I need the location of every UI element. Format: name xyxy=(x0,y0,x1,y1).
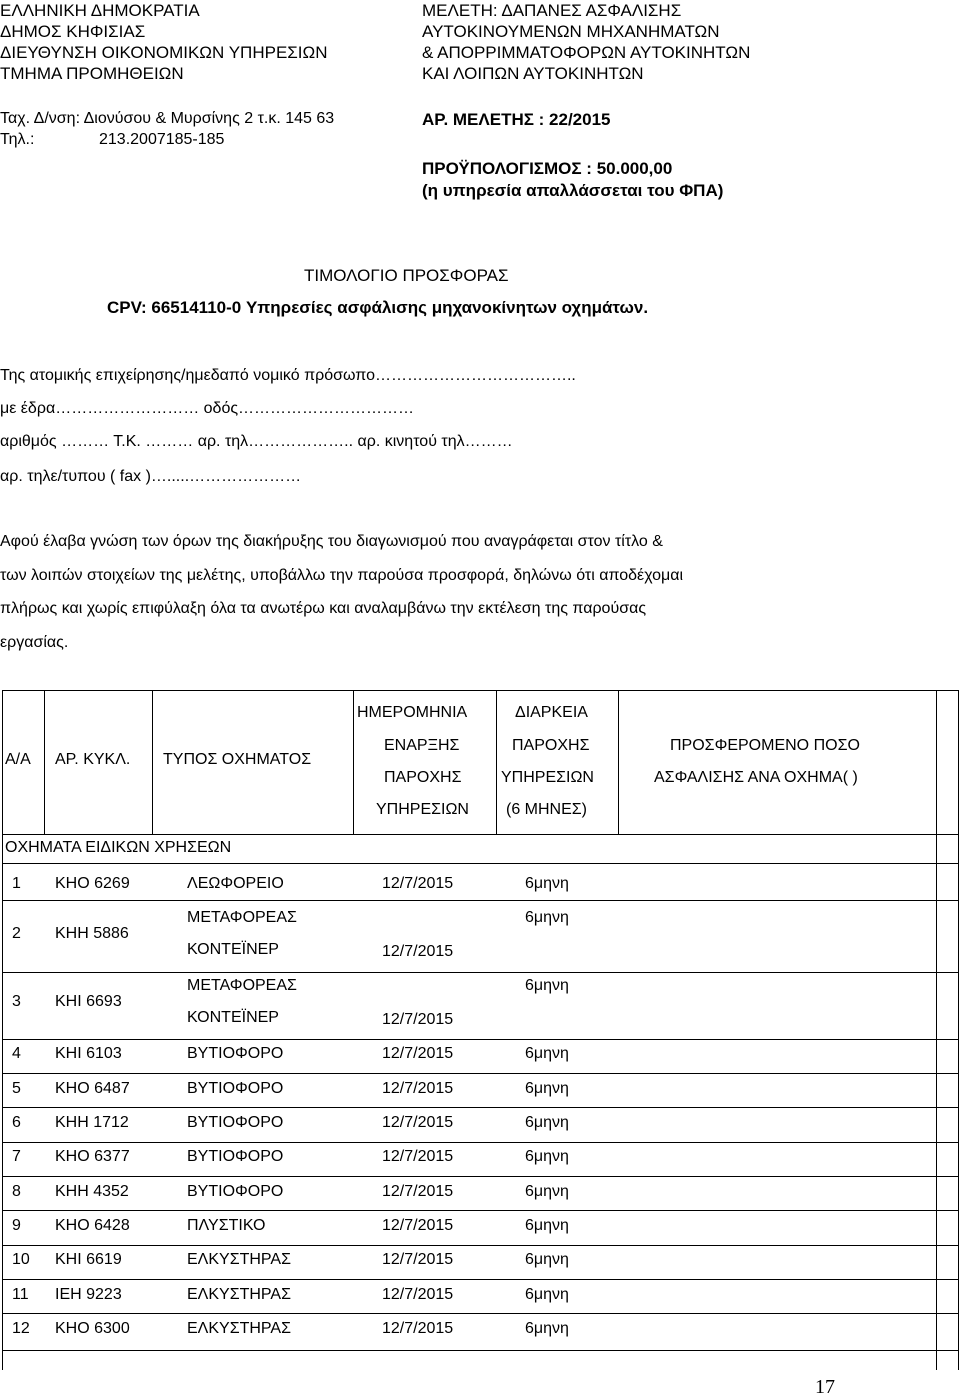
declaration-line-2: των λοιπών στοιχείων της μελέτης, υποβάλλω την παρούσα προσφορά, δηλώνω ότι αποδέχομαι xyxy=(0,567,684,584)
study-number: ΑΡ. ΜΕΛΕΤΗΣ : 22/2015 xyxy=(422,110,611,129)
row-type: ΠΛΥΣΤΙΚΟ xyxy=(187,1217,266,1234)
form-line-2: με έδρα……………………… οδός…………………………… xyxy=(0,400,415,417)
row-number: 2 xyxy=(12,925,21,942)
row-plate: ΚΗΗ 4352 xyxy=(55,1183,129,1200)
row-duration: 6μηνη xyxy=(525,1286,569,1303)
header-phone-label: Τηλ.: xyxy=(0,131,35,148)
row-plate: ΚΗΟ 6300 xyxy=(55,1320,130,1337)
row-number: 5 xyxy=(12,1080,21,1097)
th-dur-1: ΔΙΑΡΚΕΙΑ xyxy=(515,704,588,721)
row-plate: ΚΗΗ 1712 xyxy=(55,1114,129,1131)
study-title-4: ΚΑΙ ΛΟΙΠΩΝ ΑΥΤΟΚΙΝΗΤΩΝ xyxy=(422,64,644,83)
row-type: ΜΕΤΑΦΟΡΕΑΣ xyxy=(187,909,297,926)
th-start-2: ΕΝΑΡΞΗΣ xyxy=(384,737,460,754)
th-dur-4: (6 ΜΗΝΕΣ) xyxy=(506,801,587,818)
header-left xyxy=(0,0,328,84)
row-date: 12/7/2015 xyxy=(382,1286,454,1303)
row-number: 12 xyxy=(12,1320,30,1337)
row-number: 1 xyxy=(12,875,21,892)
row-duration: 6μηνη xyxy=(525,1045,569,1062)
row-duration: 6μηνη xyxy=(525,1251,569,1268)
row-date: 12/7/2015 xyxy=(382,1148,454,1165)
row-date: 12/7/2015 xyxy=(382,1183,454,1200)
header-country: ΕΛΛΗΝΙΚΗ ΔΗΜΟΚΡΑΤΙΑ xyxy=(0,1,200,20)
row-type: ΛΕΩΦΟΡΕΙΟ xyxy=(187,875,284,892)
row-plate: ΚΗΗ 5886 xyxy=(55,925,129,942)
row-number: 8 xyxy=(12,1183,21,1200)
row-date: 12/7/2015 xyxy=(382,1251,454,1268)
row-duration: 6μηνη xyxy=(525,875,569,892)
row-plate: ΚΗΟ 6428 xyxy=(55,1217,130,1234)
row-plate: ΚΗΙ 6619 xyxy=(55,1251,122,1268)
study-title-3: & ΑΠΟΡΡΙΜΜΑΤΟΦΟΡΩΝ ΑΥΤΟΚΙΝΗΤΩΝ xyxy=(422,43,751,62)
row-type: ΒΥΤΙΟΦΟΡΟ xyxy=(187,1183,284,1200)
row-type: ΒΥΤΙΟΦΟΡΟ xyxy=(187,1148,284,1165)
form-line-4: αρ. τηλε/τυπου ( fax )….....………………… xyxy=(0,468,302,485)
row-date: 12/7/2015 xyxy=(382,875,454,892)
section-label: ΟΧΗΜΑΤΑ ΕΙΔΙΚΩΝ ΧΡΗΣΕΩΝ xyxy=(5,839,232,856)
th-type: ΤΥΠΟΣ ΟΧΗΜΑΤΟΣ xyxy=(163,751,312,768)
row-plate: ΚΗΟ 6269 xyxy=(55,875,130,892)
row-number: 6 xyxy=(12,1114,21,1131)
th-dur-2: ΠΑΡΟΧΗΣ xyxy=(512,737,590,754)
page-number: 17 xyxy=(815,1376,835,1398)
row-duration: 6μηνη xyxy=(525,909,569,926)
row-date: 12/7/2015 xyxy=(382,1080,454,1097)
row-number: 7 xyxy=(12,1148,21,1165)
row-duration: 6μηνη xyxy=(525,1183,569,1200)
declaration-line-4: εργασίας. xyxy=(0,634,69,651)
row-type: ΒΥΤΙΟΦΟΡΟ xyxy=(187,1080,284,1097)
declaration-line-1: Αφού έλαβα γνώση των όρων της διακήρυξης του διαγωνισμού που αναγράφεται στον τίτλο & xyxy=(0,533,663,550)
header-phone-value: 213.2007185-185 xyxy=(99,131,225,148)
study-title-2: ΑΥΤΟΚΙΝΟΥΜΕΝΩΝ ΜΗΧΑΝΗΜΑΤΩΝ xyxy=(422,22,720,41)
row-date: 12/7/2015 xyxy=(382,1011,454,1028)
row-date: 12/7/2015 xyxy=(382,943,454,960)
declaration-line-3: πλήρως και χωρίς επιφύλαξη όλα τα ανωτέρω και αναλαμβάνω την εκτέλεση της παρούσας xyxy=(0,600,647,617)
row-type-line2: ΚΟΝΤΕΪΝΕΡ xyxy=(187,1009,279,1026)
header-address: Ταχ. Δ/νση: Διονύσου & Μυρσίνης 2 τ.κ. 145 63 xyxy=(0,110,335,127)
row-duration: 6μηνη xyxy=(525,1217,569,1234)
th-amount-1: ΠΡΟΣΦΕΡΟΜΕΝΟ ΠΟΣΟ xyxy=(670,737,860,754)
row-date: 12/7/2015 xyxy=(382,1217,454,1234)
header-municipality: ΔΗΜΟΣ ΚΗΦΙΣΙΑΣ xyxy=(0,22,146,41)
row-number: 9 xyxy=(12,1217,21,1234)
row-date: 12/7/2015 xyxy=(382,1045,454,1062)
header-directorate: ΔΙΕΥΘΥΝΣΗ ΟΙΚΟΝΟΜΙΚΩΝ ΥΠΗΡΕΣΙΩΝ xyxy=(0,43,328,62)
row-type: ΕΛΚΥΣΤΗΡΑΣ xyxy=(187,1251,291,1268)
row-plate: ΚΗΟ 6487 xyxy=(55,1080,130,1097)
th-start-4: ΥΠΗΡΕΣΙΩΝ xyxy=(376,801,469,818)
th-dur-3: ΥΠΗΡΕΣΙΩΝ xyxy=(501,769,594,786)
cpv-line: CPV: 66514110-0 Υπηρεσίες ασφάλισης μηχανοκίνητων οχημάτων. xyxy=(107,298,649,317)
row-type: ΕΛΚΥΣΤΗΡΑΣ xyxy=(187,1320,291,1337)
row-type: ΒΥΤΙΟΦΟΡΟ xyxy=(187,1045,284,1062)
row-plate: ΚΗΙ 6103 xyxy=(55,1045,122,1062)
row-number: 10 xyxy=(12,1251,30,1268)
row-duration: 6μηνη xyxy=(525,1320,569,1337)
row-number: 3 xyxy=(12,993,21,1010)
row-type: ΒΥΤΙΟΦΟΡΟ xyxy=(187,1114,284,1131)
form-line-1: Της ατομικής επιχείρησης/ημεδαπό νομικό πρόσωπο……………………………….. xyxy=(0,367,576,384)
th-start-3: ΠΑΡΟΧΗΣ xyxy=(384,769,462,786)
row-date: 12/7/2015 xyxy=(382,1320,454,1337)
row-duration: 6μηνη xyxy=(525,1080,569,1097)
header-department: ΤΜΗΜΑ ΠΡΟΜΗΘΕΙΩΝ xyxy=(0,64,184,83)
row-duration: 6μηνη xyxy=(525,1148,569,1165)
th-start-1: ΗΜΕΡΟΜΗΝΙΑ xyxy=(357,704,468,721)
row-duration: 6μηνη xyxy=(525,977,569,994)
th-plate: ΑΡ. ΚΥΚΛ. xyxy=(55,751,131,768)
th-aa: Α/Α xyxy=(5,751,31,768)
row-duration: 6μηνη xyxy=(525,1114,569,1131)
row-number: 4 xyxy=(12,1045,21,1062)
vat-note: (η υπηρεσία απαλλάσσεται του ΦΠΑ) xyxy=(422,181,724,200)
row-plate: ΙΕΗ 9223 xyxy=(55,1286,122,1303)
doc-title: ΤΙΜΟΛΟΓΙΟ ΠΡΟΣΦΟΡΑΣ xyxy=(304,266,509,285)
th-amount-2: ΑΣΦΑΛΙΣΗΣ ΑΝΑ ΟΧΗΜΑ( ) xyxy=(654,769,858,786)
row-number: 11 xyxy=(12,1286,29,1303)
row-date: 12/7/2015 xyxy=(382,1114,454,1131)
study-title-1: ΜΕΛΕΤΗ: ΔΑΠΑΝΕΣ ΑΣΦΑΛΙΣΗΣ xyxy=(422,1,682,20)
row-plate: ΚΗΟ 6377 xyxy=(55,1148,130,1165)
header-right xyxy=(422,0,750,84)
row-plate: ΚΗΙ 6693 xyxy=(55,993,122,1010)
row-type: ΜΕΤΑΦΟΡΕΑΣ xyxy=(187,977,297,994)
row-type-line2: ΚΟΝΤΕΪΝΕΡ xyxy=(187,941,279,958)
budget: ΠΡΟΫΠΟΛΟΓΙΣΜΟΣ : 50.000,00 xyxy=(422,159,673,178)
form-line-3: αριθμός ……… Τ.Κ. ……… αρ. τηλ……………….. αρ. κινητού τηλ……… xyxy=(0,433,513,450)
row-type: ΕΛΚΥΣΤΗΡΑΣ xyxy=(187,1286,291,1303)
